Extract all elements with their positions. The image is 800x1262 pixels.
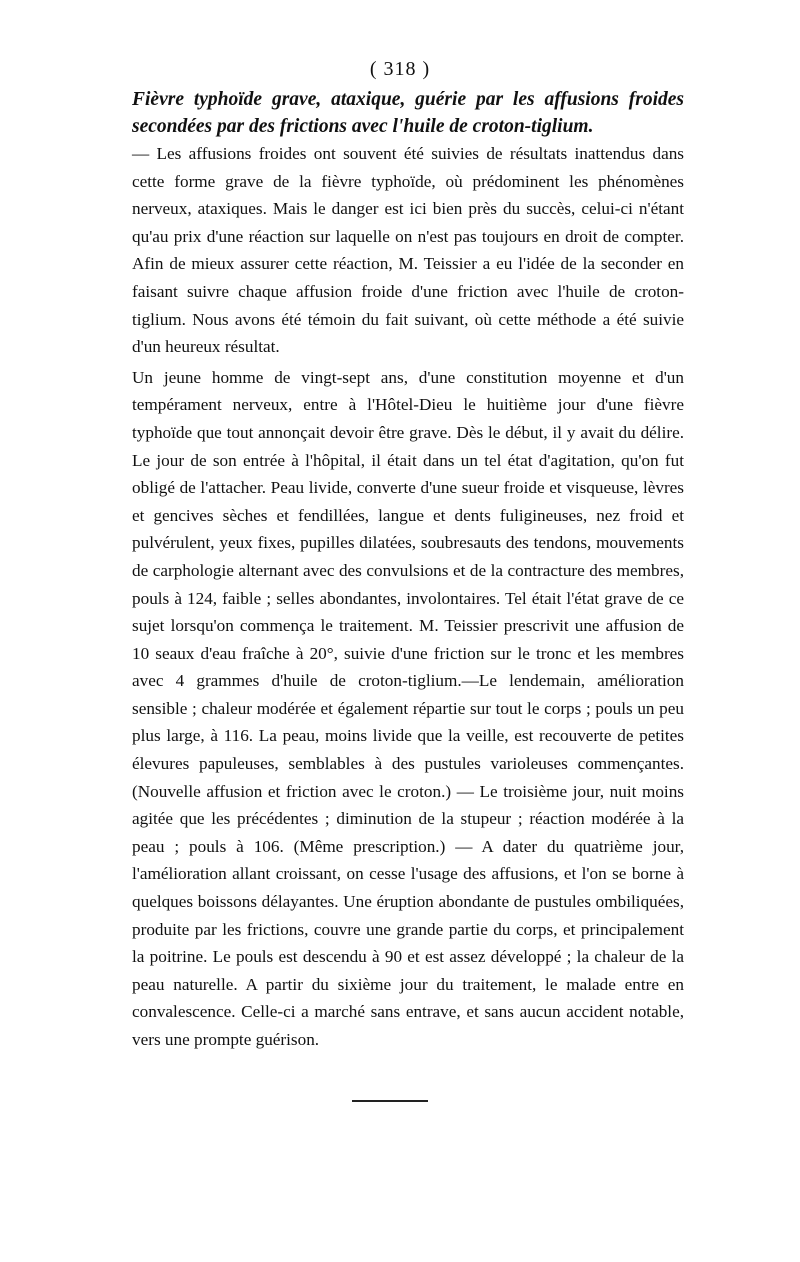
article-body xyxy=(132,86,684,1054)
article-title: Fièvre typhoïde grave, ataxique, guérie par les affusions froides secondées par des frictions avec l'huile de croton-tiglium. xyxy=(132,89,684,137)
page-number: ( 318 ) xyxy=(369,58,431,80)
paragraph-case-report: Un jeune homme de vingt-sept ans, d'une constitution moyenne et d'un tempérament nerveux, entre à l'Hôtel-Dieu le huitième jour d'une fièvre typhoïde que tout annonçait devoir être grave. Dès le début, il y avait du délire. Le jour de son entrée à l'hôpital, il était dans un tel état d'agitation, qu'on fut obligé de l'attacher. Peau livide, converte d'une sueur froide et visqueuse, lèvres et gencives sèches et fendillées, langue et dents fuligineuses, nez froid et pulvérulent, yeux fixes, pupilles dilatées, soubresauts des tendons, mouvements de carphologie alternant avec des convulsions et de la contracture des membres, pouls à 124, faible ; selles abondantes, involontaires. Tel était l'état grave de ce sujet lorsqu'on commença le traitement. M. Teissier prescrivit une affusion de 10 seaux d'eau fraîche à 20°, suivie d'une friction sur le tronc et les membres avec 4 grammes d'huile de croton-tiglium.—Le lendemain, amélioration sensible ; chaleur modérée et également répartie sur tout le corps ; pouls un peu plus large, à 116. La peau, moins livide que la veille, est recouverte de petites élevures papuleuses, semblables à des pustules varioleuses commençantes. (Nouvelle affusion et friction avec le croton.) — Le troisième jour, nuit moins agitée que les précédentes ; diminution de la stupeur ; réaction modérée à la peau ; pouls à 106. (Même prescription.) — A dater du quatrième jour, l'amélioration allant croissant, on cesse l'usage des affusions, et l'on se borne à quelques boissons délayantes. Une éruption abondante de pustules ombiliquées, produite par les frictions, couvre une grande partie du corps, et principalement la poitrine. Le pouls est descendu à 90 et est assez développé ; la chaleur de la peau naturelle. A partir du sixième jour du traitement, le malade entre en convalescence. Celle-ci a marché sans entrave, et sans aucun accident notable, vers une prompte guérison. xyxy=(132,367,684,1049)
closing-rule xyxy=(352,1100,428,1102)
paragraph-introduction: — Les affusions froides ont souvent été suivies de résultats inattendus dans cette forme grave de la fièvre typhoïde, où prédominent les phénomènes nerveux, ataxiques. Mais le danger est ici bien près du succès, celui-ci n'étant qu'au prix d'une réaction sur laquelle on n'est pas toujours en droit de compter. Afin de mieux assurer cette réaction, M. Teissier a eu l'idée de la seconder en faisant suivre chaque affusion froide d'une friction avec l'huile de croton-tiglium. Nous avons été témoin du fait suivant, où cette méthode a été suivie d'un heureux résultat. xyxy=(132,144,684,357)
